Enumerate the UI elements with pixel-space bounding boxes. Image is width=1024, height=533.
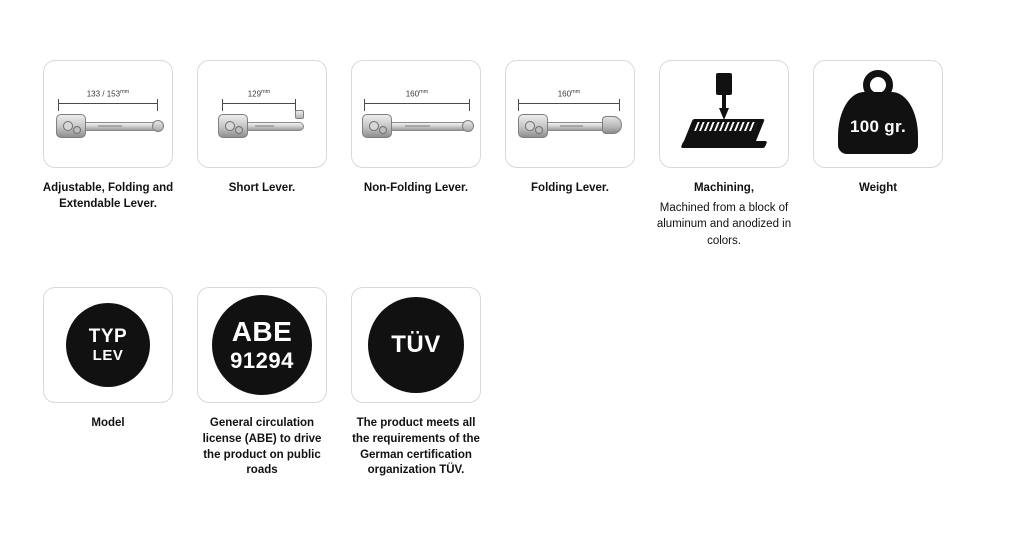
- dimension-line: [518, 89, 620, 104]
- feature-tuv-certification: [350, 287, 482, 479]
- feature-caption: Adjustable, Folding and Extendable Lever.: [42, 182, 174, 210]
- abe-line-1: ABE: [231, 315, 293, 347]
- feature-caption: Model: [91, 416, 125, 429]
- typ-lev-line-1: TYP: [88, 325, 128, 347]
- perch-pivot-hole-icon: [225, 121, 235, 131]
- feature-caption: Non-Folding Lever.: [363, 182, 469, 194]
- lever-stub-icon: [295, 110, 304, 119]
- lever-tip-icon: [462, 120, 474, 132]
- lever-perch-icon: [362, 114, 392, 138]
- perch-bolt-icon: [535, 126, 543, 134]
- tool-shaft-icon: [722, 95, 726, 109]
- feature-weight: [812, 60, 944, 197]
- abe-badge-tile: [197, 287, 327, 403]
- lever-perch-icon: [518, 114, 548, 138]
- spindle-icon: [716, 73, 732, 95]
- lever-tip-icon: [152, 120, 164, 132]
- dimension-bar: [222, 103, 296, 104]
- dimension-unit: mm: [419, 89, 429, 95]
- weight-illustration-tile: [813, 60, 943, 168]
- lever-folding-joint-icon: [602, 116, 622, 134]
- dimension-value: 133 / 153: [86, 89, 121, 99]
- dimension-line: [364, 89, 470, 104]
- lever-drawing: [202, 66, 322, 162]
- dimension-unit: mm: [120, 89, 130, 95]
- tuv-badge-tile: [351, 287, 481, 403]
- feature-caption: Machining,: [693, 182, 755, 194]
- feature-caption: Weight: [858, 182, 898, 194]
- abe-badge-icon: [212, 295, 312, 395]
- feature-short-lever: [196, 60, 328, 197]
- feature-caption: The product meets all the requirements of the German certification organization TÜV.: [352, 416, 480, 477]
- lever-drawing: [356, 66, 476, 162]
- lever-art: [360, 110, 472, 144]
- feature-adjustable-folding-extendable-lever: [42, 60, 174, 213]
- dimension-line: [58, 89, 158, 104]
- dimension-label: [58, 89, 158, 99]
- dimension-label: [364, 89, 470, 99]
- machined-grooves-icon: [694, 122, 758, 131]
- abe-line-2: 91294: [230, 347, 294, 373]
- perch-bolt-icon: [379, 126, 387, 134]
- machining-illustration-tile: [659, 60, 789, 168]
- dimension-line: [222, 89, 296, 104]
- perch-pivot-hole-icon: [525, 121, 535, 131]
- dimension-bar: [364, 103, 470, 104]
- dimension-unit: mm: [261, 89, 271, 95]
- weight-icon: [830, 68, 926, 160]
- dimension-value: 160: [557, 89, 572, 99]
- dimension-value: 129: [247, 89, 262, 99]
- lever-art: [516, 110, 622, 144]
- lever-illustration-tile: [351, 60, 481, 168]
- feature-machining: [658, 60, 790, 249]
- perch-bolt-icon: [235, 126, 243, 134]
- feature-row-2: [0, 287, 1024, 479]
- lever-drawing: [48, 66, 168, 162]
- feature-non-folding-lever: [350, 60, 482, 197]
- perch-pivot-hole-icon: [369, 121, 379, 131]
- lever-drawing: [510, 66, 630, 162]
- tuv-label: TÜV: [391, 330, 441, 358]
- typ-lev-line-2: LEV: [92, 346, 124, 364]
- cnc-milling-icon: [672, 69, 776, 159]
- model-badge-tile: [43, 287, 173, 403]
- dimension-bar: [518, 103, 620, 104]
- lever-illustration-tile: [197, 60, 327, 168]
- feature-folding-lever: [504, 60, 636, 197]
- feature-model: [42, 287, 174, 432]
- block-base-icon: [681, 141, 768, 148]
- feature-caption: Folding Lever.: [531, 182, 609, 194]
- lever-illustration-tile: [505, 60, 635, 168]
- feature-caption: Short Lever.: [228, 182, 296, 194]
- feature-abe-license: [196, 287, 328, 479]
- tuv-badge-icon: [368, 297, 464, 393]
- dimension-label: [222, 89, 296, 99]
- dimension-value: 160: [405, 89, 420, 99]
- typ-lev-badge-icon: [66, 303, 150, 387]
- feature-caption: General circulation license (ABE) to drive the product on public roads: [202, 416, 322, 477]
- lever-illustration-tile: [43, 60, 173, 168]
- dimension-bar: [58, 103, 158, 104]
- lever-perch-icon: [218, 114, 248, 138]
- dimension-unit: mm: [571, 89, 581, 95]
- weight-body-icon: [838, 92, 918, 154]
- dimension-label: [518, 89, 620, 99]
- aluminum-block-icon: [683, 119, 765, 143]
- feature-subcaption: Machined from a block of aluminum and anodized in colors.: [656, 201, 792, 247]
- weight-value: 100 gr.: [850, 117, 906, 136]
- lever-art: [216, 110, 308, 144]
- lever-art: [54, 110, 162, 144]
- feature-row-1: [0, 60, 1024, 249]
- perch-bolt-icon: [73, 126, 81, 134]
- perch-pivot-hole-icon: [63, 121, 73, 131]
- lever-perch-icon: [56, 114, 86, 138]
